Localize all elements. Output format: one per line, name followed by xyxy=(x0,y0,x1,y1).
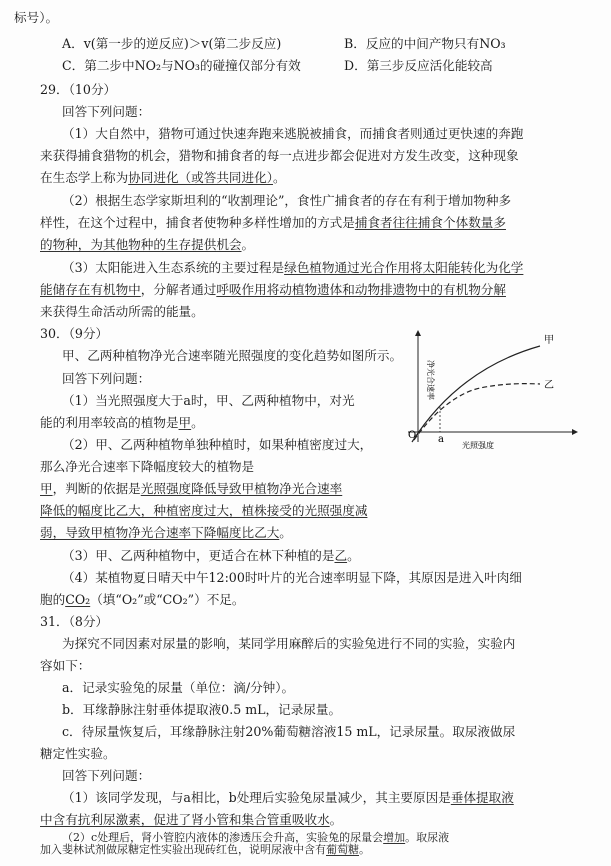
answer-text: 甲 xyxy=(178,415,192,430)
text-span: 。 xyxy=(279,525,292,540)
text-line: 回答下列问题： xyxy=(62,104,151,119)
text-line xyxy=(40,170,286,186)
y-axis-label: 净光合速率 xyxy=(426,360,435,400)
answer-text: 能储存在有机物中 xyxy=(40,282,141,297)
text-span: 。 xyxy=(241,237,255,252)
text-line: 容如下： xyxy=(40,658,91,673)
text-line xyxy=(40,282,506,298)
text-span: 加入斐林试剂做尿糖定性实验出现砖红色，说明尿液中含有 xyxy=(40,843,326,856)
curve-yi-label: 乙 xyxy=(544,380,554,391)
answer-text: 弱，导致甲植物净光合速率下降幅度比乙大 xyxy=(40,525,280,540)
text-line xyxy=(40,844,370,856)
text-span: （填“O₂”或“CO₂”）不足。 xyxy=(90,592,245,607)
answer-text: 乙 xyxy=(334,548,348,563)
answer-text: 呼吸作用将动植物遗体和动物排遗物中的有机物分解 xyxy=(216,282,506,297)
text-line xyxy=(62,548,360,564)
origin-label: O xyxy=(408,430,417,441)
text-line: c．待尿量恢复后，耳缘静脉注射20%葡萄糖溶液15 mL，记录尿量。取尿液做尿 xyxy=(62,724,516,739)
option-b: B．反应的中间产物只有NO₃ xyxy=(344,36,506,51)
text-line xyxy=(62,790,514,806)
question-30-heading: 30．（9分） xyxy=(40,326,109,341)
text-span: 。 xyxy=(347,548,360,563)
text-span: 。 xyxy=(191,415,204,430)
answer-text: 捕食者往往捕食个体数量多 xyxy=(354,215,506,230)
answer-text: 协同进化（或答共同进化） xyxy=(128,170,273,185)
text-line: 糖定性实验。 xyxy=(40,746,116,761)
text-line: 为探究不同因素对尿量的影响，某同学用麻醉后的实验兔进行不同的实验，实验内 xyxy=(62,636,516,651)
answer-text: 中含有抗利尿激素，促进了肾小管和集合管重吸收水 xyxy=(40,812,330,827)
text-span: 在生态学上称为 xyxy=(40,170,129,185)
curve-jia-label: 甲 xyxy=(544,335,554,346)
question-29-heading: 29．（10分） xyxy=(40,82,117,97)
answer-text: 光照强度降低导致甲植物净光合速率 xyxy=(140,481,343,496)
text-line xyxy=(40,592,245,608)
text-span: （1）该同学发现，与a相比，b处理后实验兔尿量减少，其主要原因是 xyxy=(62,790,451,805)
text-span: （3）甲、乙两种植物中，更适合在林下种植的是 xyxy=(62,548,335,563)
x-axis-label: 光照强度 xyxy=(462,441,494,450)
option-c: C．第二步中NO₂与NO₃的碰撞仅部分有效 xyxy=(62,58,301,73)
text-line xyxy=(40,525,292,541)
text-span: 样性，在这个过程中，捕食者使物种多样性增加的方式是 xyxy=(40,215,355,230)
answer-text: 甲 xyxy=(40,481,53,496)
option-a: A．v(第一步的逆反应)＞v(第二步反应) xyxy=(62,36,282,51)
text-line xyxy=(40,415,204,431)
text-line: 标号）。 xyxy=(14,10,59,25)
text-span: 。 xyxy=(329,812,343,827)
text-line: （4）某植物夏日晴天中午12:00时叶片的光合速率明显下降，其原因是进入叶肉细 xyxy=(62,570,522,585)
light-curve-figure xyxy=(400,328,600,458)
text-line: （1）当光照强度大于a时，甲、乙两种植物中，对光 xyxy=(62,393,355,408)
answer-text: 的物种，为其他物种的生存提供机会 xyxy=(40,237,242,252)
text-line xyxy=(40,237,254,253)
text-line: a．记录实验兔的尿量（单位：滴/分钟）。 xyxy=(62,680,295,695)
answer-text: 垂体提取液 xyxy=(450,790,514,805)
answer-text: 降低的幅度比乙大，种植密度过大，植株接受的光照强度减 xyxy=(40,503,368,518)
text-line xyxy=(40,812,342,828)
text-line: 回答下列问题： xyxy=(62,371,151,386)
answer-text: 绿色植物通过光合作用将太阳能转化为化学 xyxy=(284,260,524,275)
text-span: （2）c处理后，肾小管腔内液体的渗透压会升高，实验兔的尿量会 xyxy=(62,831,384,844)
answer-text: 葡萄糖 xyxy=(326,843,359,856)
text-line: 来获得捕食猎物的机会，猎物和捕食者的每一点进步都会促进对方发生改变，这种现象 xyxy=(40,148,519,163)
text-span: 。取尿液 xyxy=(405,831,450,844)
text-span: 。 xyxy=(359,843,370,856)
answer-text: 增加 xyxy=(383,831,406,844)
text-span: 胞的 xyxy=(40,592,66,607)
text-span: 。 xyxy=(272,170,286,185)
text-line: 那么净光合速率下降幅度较大的植物是 xyxy=(40,459,255,474)
text-line: b．耳缘静脉注射垂体提取液0.5 mL，记录尿量。 xyxy=(62,702,342,717)
text-line: 甲、乙两种植物净光合速率随光照强度的变化趋势如图所示。 xyxy=(62,348,403,363)
text-line xyxy=(62,260,523,276)
x-axis-arrow xyxy=(572,429,578,435)
text-line xyxy=(40,215,506,231)
question-31-heading: 31．（8分） xyxy=(40,614,109,629)
text-span: ，判断的依据是 xyxy=(52,481,141,496)
text-span: 能的利用率较高的植物是 xyxy=(40,415,179,430)
text-line xyxy=(40,481,342,497)
text-span: ，分解者通过 xyxy=(140,282,217,297)
text-line: （2）甲、乙两种植物单独种植时，如果种植密度过大， xyxy=(62,437,373,452)
text-line: （1）大自然中，猎物可通过快速奔跑来逃脱被捕食，而捕食者则通过更快速的奔跑 xyxy=(62,126,524,141)
text-line: 回答下列问题： xyxy=(62,768,151,783)
y-axis-arrow xyxy=(415,330,421,336)
text-span: （3）太阳能进入生态系统的主要过程是 xyxy=(62,260,285,275)
text-line: （2）根据生态学家斯坦利的“收割理论”，食性广捕食者的存在有利于增加物种多 xyxy=(62,193,512,208)
text-line: 来获得生命活动所需的能量。 xyxy=(40,304,204,319)
text-line xyxy=(40,503,367,519)
option-d: D．第三步反应活化能较高 xyxy=(344,58,493,73)
a-label: a xyxy=(438,434,444,445)
answer-text: CO₂ xyxy=(65,592,91,607)
